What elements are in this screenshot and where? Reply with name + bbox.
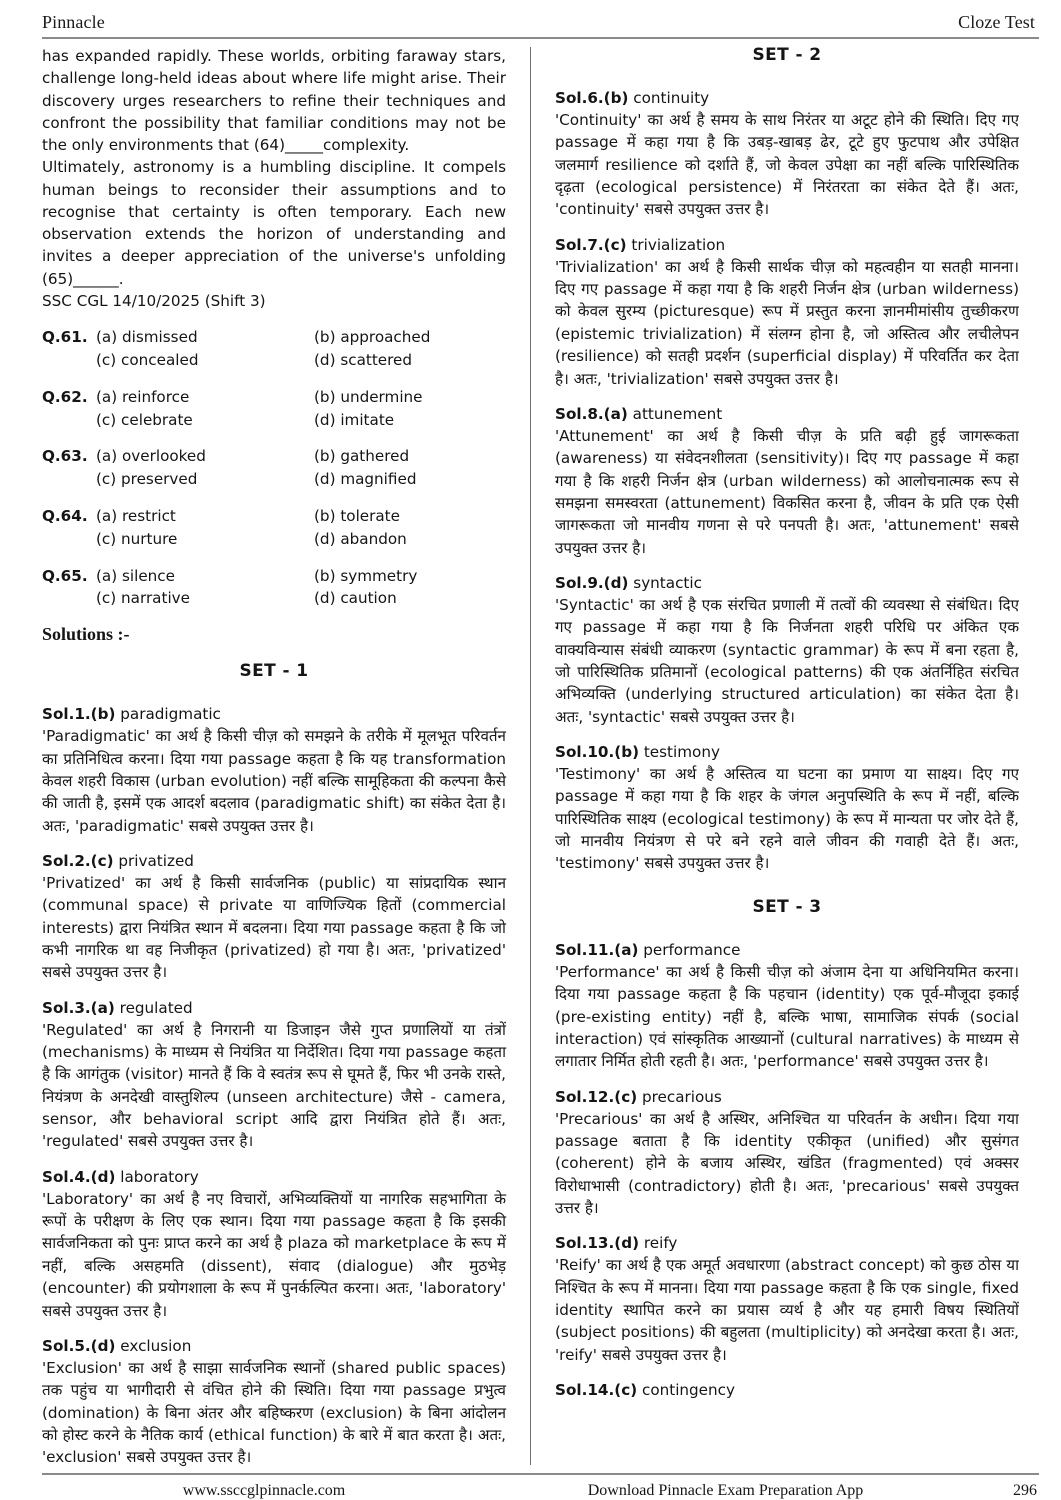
solution-label: Sol.9.(d) xyxy=(555,573,629,592)
option-a[interactable]: (a) dismissed xyxy=(96,328,198,347)
question-number: Q.64. xyxy=(42,506,88,525)
solution-word: reify xyxy=(643,1234,678,1253)
set-1-heading: SET - 1 xyxy=(239,661,309,682)
solution-word: trivialization xyxy=(631,235,726,254)
solution-word: testimony xyxy=(643,743,720,762)
question-number-spacer xyxy=(42,528,96,551)
solution-item xyxy=(555,939,1019,1073)
solution-explanation: 'Testimony' का अर्थ है अस्तित्व या घटना का प्रमाण या साक्ष्य। दिए गए passage में कहा गया है कि शहर के जंगल अनुपस्थिति के रूप में नहीं, बल्कि पारिस्थितिक साक्ष्य (ecological testimony) के रूप में मान्यता पर जोर देते हैं, जो मानवीय नियंत्रण से परे बने रहने वाले जीवन की गवाही देते हैं। अतः, 'testimony' सबसे उपयुक्त उत्तर है। xyxy=(555,765,1019,873)
page-footer xyxy=(42,1475,1039,1500)
solution-word: precarious xyxy=(641,1087,722,1106)
question-number: Q.61. xyxy=(42,328,88,347)
question-number-spacer xyxy=(42,409,96,432)
solution-item xyxy=(555,234,1019,390)
solution-word: privatized xyxy=(118,851,194,870)
question-number: Q.62. xyxy=(42,387,88,406)
solution-explanation: 'Precarious' का अर्थ है अस्थिर, अनिश्चित या परिवर्तन के अधीन। दिया गया passage बताता है कि identity एकीकृत (unified) और सुसंगत (coherent) होने के बजाय अस्थिर, खंडित (fragmented) एवं अक्सर विरोधाभासी (contradictory) होती है। अतः, 'precarious' सबसे उपयुक्त उत्तर है। xyxy=(555,1109,1019,1217)
option-c[interactable]: (c) nurture xyxy=(96,529,178,548)
question-number: Q.65. xyxy=(42,566,88,585)
footer-website-link[interactable]: www.ssccglpinnacle.com xyxy=(182,1482,346,1499)
set-2-heading: SET - 2 xyxy=(752,45,822,65)
solution-explanation: 'Attunement' का अर्थ है किसी चीज़ के प्रति बढ़ी हुई जागरूकता (awareness) या संवेदनशीलता (sensitivity)। दिए गए passage में कहा गया है कि शहरी निर्जन क्षेत्र (urban wilderness) को आलोचनात्मक रूप से समझना समस्वरता (attunement) विकसित करना है, जीवन के प्रति एक ऐसी जागरूकता जो मानवीय गणना से परे पनपती है। अतः, 'attunement' सबसे उपयुक्त उत्तर है। xyxy=(555,426,1019,557)
header-divider xyxy=(42,37,1039,39)
passage-paragraph-1: has expanded rapidly. These worlds, orbiting faraway stars, challenge long-held ideas about where life might arise. Their discovery urges researchers to refine their techniques and confront the possibility that familiar conditions may not be the only environments that (64)_____complexity. xyxy=(42,47,506,155)
solution-word: paradigmatic xyxy=(120,705,221,724)
option-b[interactable]: (b) undermine xyxy=(314,387,423,406)
solution-item xyxy=(555,1086,1019,1220)
option-a[interactable]: (a) reinforce xyxy=(96,387,190,406)
set-3-heading: SET - 3 xyxy=(752,896,822,917)
solution-explanation: 'Reify' का अर्थ है एक अमूर्त अवधारणा (abstract concept) को कुछ ठोस या निश्चित के रूप में मानना। दिया गया passage कहता है कि एक single, fixed identity स्थापित करने का प्रयास व्यर्थ है और यह हमारी विषय स्थितियों (subject positions) की बहुलता (multiplicity) को अनदेखा करता है। अतः, 'reify' सबसे उपयुक्त उत्तर है। xyxy=(555,1256,1019,1364)
solution-word: contingency xyxy=(641,1381,735,1400)
solution-item xyxy=(555,403,1019,559)
solution-label: Sol.14.(c) xyxy=(555,1381,638,1400)
solution-explanation: 'Continuity' का अर्थ है समय के साथ निरंतर या अटूट होने की स्थिति। दिए गए passage में कहा गया है कि उबड़-खाबड़ ढेर, टूटे हुए फुटपाथ और उपेक्षित जलमार्ग resilience को दर्शाते हैं, जो केवल उपेक्षा का नहीं बल्कि पारिस्थितिक दृढ़ता (ecological persistence) में निरंतरता का संकेत देते हैं। अतः, 'continuity' सबसे उपयुक्त उत्तर है। xyxy=(555,111,1019,219)
solution-label: Sol.7.(c) xyxy=(555,235,627,254)
solution-explanation: 'Syntactic' का अर्थ है एक संरचित प्रणाली में तत्वों की व्यवस्था से संबंधित। दिए गए passage में कहा गया है कि निर्जनता शहरी परिधि पर अंकित एक वाक्यविन्यास संबंधी व्याकरण (syntactic grammar) के रूप में बना रहता है, जो पारिस्थितिक प्रतिमानों (ecological patterns) की एक अंतर्निहित संरचित अभिव्यक्ति (underlying structured articulation) का संकेत देता है। अतः, 'syntactic' सबसे उपयुक्त उत्तर है। xyxy=(555,595,1019,726)
solution-word: continuity xyxy=(633,89,710,107)
solution-item xyxy=(555,1379,1019,1401)
solution-word: laboratory xyxy=(120,1167,199,1186)
solution-label: Sol.8.(a) xyxy=(555,404,628,423)
option-a[interactable]: (a) silence xyxy=(96,566,176,585)
question-number-spacer xyxy=(42,468,96,491)
option-d[interactable]: (d) caution xyxy=(314,589,397,608)
solution-word: exclusion xyxy=(120,1336,192,1355)
solution-label: Sol.10.(b) xyxy=(555,743,640,762)
option-d[interactable]: (d) abandon xyxy=(314,529,407,548)
question-item xyxy=(42,505,506,551)
solution-label: Sol.11.(a) xyxy=(555,940,639,959)
solution-word: attunement xyxy=(632,404,723,423)
solution-label: Sol.13.(d) xyxy=(555,1234,640,1253)
solution-label: Sol.6.(b) xyxy=(555,89,629,107)
solution-explanation: 'Laboratory' का अर्थ है नए विचारों, अभिव्यक्तियों या नागरिक सहभागिता के रूपों के परीक्षण के लिए एक स्थान। दिया गया passage कहता है कि इसकी सार्वजनिकता को पुनः प्राप्त करने का अर्थ है plaza को marketplace के रूप में नहीं, बल्कि असहमति (dissent), संवाद (dialogue) और मुठभेड़ (encounter) की प्रयोगशाला के रूप में पुनर्कल्पित करना। अतः, 'laboratory' सबसे उपयुक्त उत्तर है। xyxy=(42,1189,506,1320)
solution-word: regulated xyxy=(119,998,193,1017)
solution-label: Sol.12.(c) xyxy=(555,1087,638,1106)
solution-label: Sol.1.(b) xyxy=(42,705,116,724)
solution-explanation: 'Regulated' का अर्थ है निगरानी या डिजाइन जैसे गुप्त प्रणालियों या तंत्रों (mechanisms) के माध्यम से नियंत्रित या निर्देशित। दिया गया passage कहता है कि आगंतुक (visitor) मानते हैं कि वे स्वतंत्र रूप से घूमते हैं, फिर भी उनके रास्ते, नियंत्रण के अनदेखी वास्तुशिल्प (unseen architecture) जैसे - camera, sensor, और behavioral script आदि द्वारा नियंत्रित होते हैं। अतः, 'regulated' सबसे उपयुक्त उत्तर है। xyxy=(42,1020,506,1151)
option-c[interactable]: (c) concealed xyxy=(96,350,199,369)
solutions-heading: Solutions :- xyxy=(42,624,130,645)
option-d[interactable]: (d) scattered xyxy=(314,350,413,369)
question-number: Q.63. xyxy=(42,447,88,466)
solution-word: syntactic xyxy=(633,573,702,592)
passage-source: SSC CGL 14/10/2025 (Shift 3) xyxy=(42,291,266,310)
question-item xyxy=(42,565,506,611)
solution-explanation: 'Exclusion' का अर्थ है साझा सार्वजनिक स्थानों (shared public spaces) तक पहुंच या भागीदारी से वंचित होने की स्थिति। दिया गया passage प्रभुत्व (domination) के बिना अंतर और बहिष्करण (exclusion) के बिना आंदोलन को होस्ट करने के नैतिक कार्य (ethical function) के बारे में बात करता है। अतः, 'exclusion' सबसे उपयुक्त उत्तर है। xyxy=(42,1358,506,1467)
option-b[interactable]: (b) tolerate xyxy=(314,506,400,525)
solution-item xyxy=(42,1166,506,1322)
running-head xyxy=(42,12,1039,37)
column-divider xyxy=(530,47,531,1465)
solution-item xyxy=(42,997,506,1153)
two-column-body xyxy=(42,45,1039,1469)
solution-label: Sol.5.(d) xyxy=(42,1336,116,1355)
footer-app-promo: Download Pinnacle Exam Preparation App xyxy=(587,1482,864,1499)
solution-label: Sol.4.(d) xyxy=(42,1167,116,1186)
solution-explanation: 'Performance' का अर्थ है किसी चीज़ को अंजाम देना या अधिनियमित करना। दिया गया passage कहता है कि पहचान (identity) एक पूर्व-मौजूदा इकाई (pre-existing entity) नहीं है, बल्कि भाषा, सामाजिक संपर्क (social interaction) एवं सांस्कृतिक आख्यानों (cultural narratives) के माध्यम से लगातार निर्मित होती रहती है। अतः, 'performance' सबसे उपयुक्त उत्तर है। xyxy=(555,962,1019,1071)
option-b[interactable]: (b) approached xyxy=(314,328,431,347)
solution-item xyxy=(42,1335,506,1469)
left-column xyxy=(42,45,520,1469)
question-list xyxy=(42,326,506,610)
solution-item xyxy=(555,572,1019,728)
option-c[interactable]: (c) preserved xyxy=(96,470,198,489)
option-d[interactable]: (d) magnified xyxy=(314,470,417,489)
solution-item xyxy=(42,850,506,984)
solution-label: Sol.3.(a) xyxy=(42,998,115,1017)
question-item xyxy=(42,445,506,491)
solution-item xyxy=(555,741,1019,875)
option-c[interactable]: (c) narrative xyxy=(96,589,190,608)
option-d[interactable]: (d) imitate xyxy=(314,410,395,429)
solution-word: performance xyxy=(643,940,741,959)
page-number: 296 xyxy=(1013,1482,1037,1499)
solution-label: Sol.2.(c) xyxy=(42,851,114,870)
solution-item xyxy=(42,703,506,837)
question-item xyxy=(42,326,506,372)
option-a[interactable]: (a) overlooked xyxy=(96,447,206,466)
question-number-spacer xyxy=(42,349,96,372)
solution-item xyxy=(555,87,1019,221)
solution-explanation: 'Trivialization' का अर्थ है किसी सार्थक चीज़ को महत्वहीन या सतही मानना। दिए गए passage में कहा गया है कि शहरी निर्जन क्षेत्र (urban wilderness) को केवल सुरम्य (picturesque) रूप में प्रस्तुत करना ज्ञानमीमांसीय तुच्छीकरण (epistemic trivialization) में संलग्न होना है, जो अस्तित्व और लचीलेपन (resilience) को सतही प्रदर्शन (superficial display) में परिवर्तित कर देता है। अतः, 'trivialization' सबसे उपयुक्त उत्तर है। xyxy=(555,257,1019,388)
solution-item xyxy=(555,1232,1019,1366)
question-number-spacer xyxy=(42,587,96,610)
solution-explanation: 'Privatized' का अर्थ है किसी सार्वजनिक (public) या सांप्रदायिक स्थान (communal space) से private या वाणिज्यिक हितों (commercial interests) द्वारा नियंत्रित स्थान में बदलना। दिया गया passage कहता है कि जो कभी नागरिक था वह निजीकृत (privatized) हो गया है। अतः, 'privatized' सबसे उपयुक्त उत्तर है। xyxy=(42,873,506,982)
option-b[interactable]: (b) gathered xyxy=(314,447,410,466)
option-a[interactable]: (a) restrict xyxy=(96,506,176,525)
option-c[interactable]: (c) celebrate xyxy=(96,410,193,429)
passage-paragraph-2: Ultimately, astronomy is a humbling discipline. It compels human beings to reconsider their assumptions and to recognise that certainty is often temporary. Each new observation extends the horizon of understanding and invites a deeper appreciation of the universe's unfolding (65)______. xyxy=(42,158,506,288)
question-item xyxy=(42,386,506,432)
solution-explanation: 'Paradigmatic' का अर्थ है किसी चीज़ को समझने के तरीके में मूलभूत परिवर्तन का प्रतिनिधित्व करना। दिया गया passage कहता है कि यह transformation केवल शहरी विकास (urban evolution) नहीं बल्कि सामूहिकता की कल्पना कैसे की जाती है, इसमें एक आदर्श बदलाव (paradigmatic shift) का संकेत देता है। अतः, 'paradigmatic' सबसे उपयुक्त उत्तर है। xyxy=(42,727,506,835)
running-head-right: Cloze Test xyxy=(958,12,1035,32)
option-b[interactable]: (b) symmetry xyxy=(314,566,418,585)
right-column xyxy=(541,45,1019,1469)
running-head-left: Pinnacle xyxy=(42,12,105,32)
